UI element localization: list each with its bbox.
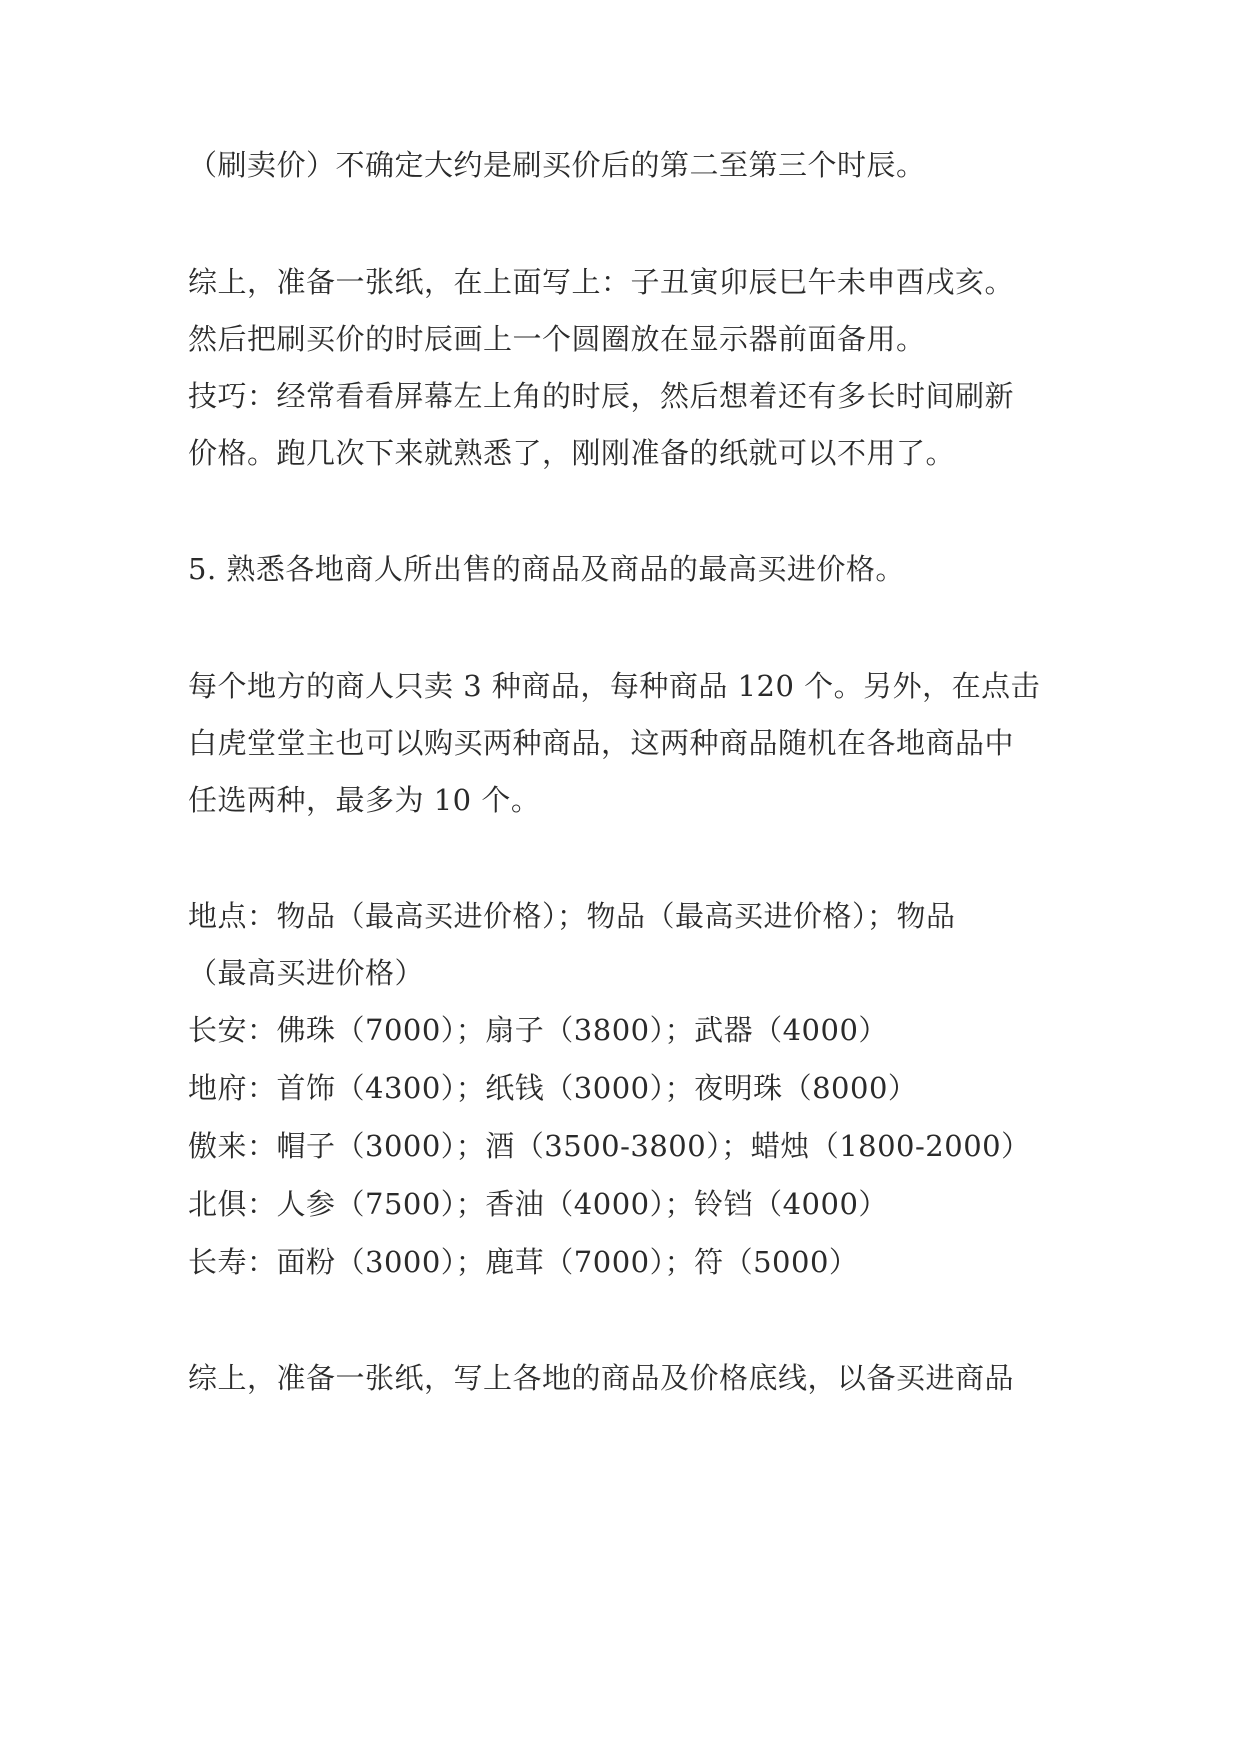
paragraph-merchant-line-3: 任选两种，最多为 10 个。 bbox=[188, 783, 541, 817]
paragraph-final-summary-line-1: 综上，准备一张纸，写上各地的商品及价格底线，以备买进商品 bbox=[188, 1361, 1015, 1395]
goods-list-item-difu: 地府：首饰（4300）；纸钱（3000）；夜明珠（8000） bbox=[188, 1071, 918, 1105]
paragraph-merchant-line-2: 白虎堂堂主也可以购买两种商品，这两种商品随机在各地商品中 bbox=[188, 726, 1015, 760]
paragraph-tip-line-1: 技巧：经常看看屏幕左上角的时辰，然后想着还有多长时间刷新 bbox=[188, 379, 1015, 413]
goods-list-header-line-1: 地点：物品（最高买进价格）；物品（最高买进价格）；物品 bbox=[188, 899, 956, 933]
paragraph-tip-line-2: 价格。跑几次下来就熟悉了，刚刚准备的纸就可以不用了。 bbox=[188, 436, 956, 470]
section-heading-5: 5. 熟悉各地商人所出售的商品及商品的最高买进价格。 bbox=[188, 552, 905, 586]
paragraph-merchant-line-1: 每个地方的商人只卖 3 种商品，每种商品 120 个。另外，在点击 bbox=[188, 669, 1041, 703]
goods-list-item-aolai: 傲来：帽子（3000）；酒（3500-3800）；蜡烛（1800-2000） bbox=[188, 1129, 1031, 1163]
paragraph-sell-price-line-1: （刷卖价）不确定大约是刷买价后的第二至第三个时辰。 bbox=[188, 148, 926, 182]
goods-list-header-line-2: （最高买进价格） bbox=[188, 956, 425, 990]
paragraph-summary-line-1: 综上，准备一张纸，在上面写上：子丑寅卯辰巳午未申酉戌亥。 bbox=[188, 265, 1015, 299]
goods-list-item-beiju: 北俱：人参（7500）；香油（4000）；铃铛（4000） bbox=[188, 1187, 888, 1221]
paragraph-summary-line-2: 然后把刷买价的时辰画上一个圆圈放在显示器前面备用。 bbox=[188, 322, 926, 356]
goods-list-item-changan: 长安：佛珠（7000）；扇子（3800）；武器（4000） bbox=[188, 1013, 888, 1047]
goods-list-item-changshou: 长寿：面粉（3000）；鹿茸（7000）；符（5000） bbox=[188, 1245, 859, 1279]
